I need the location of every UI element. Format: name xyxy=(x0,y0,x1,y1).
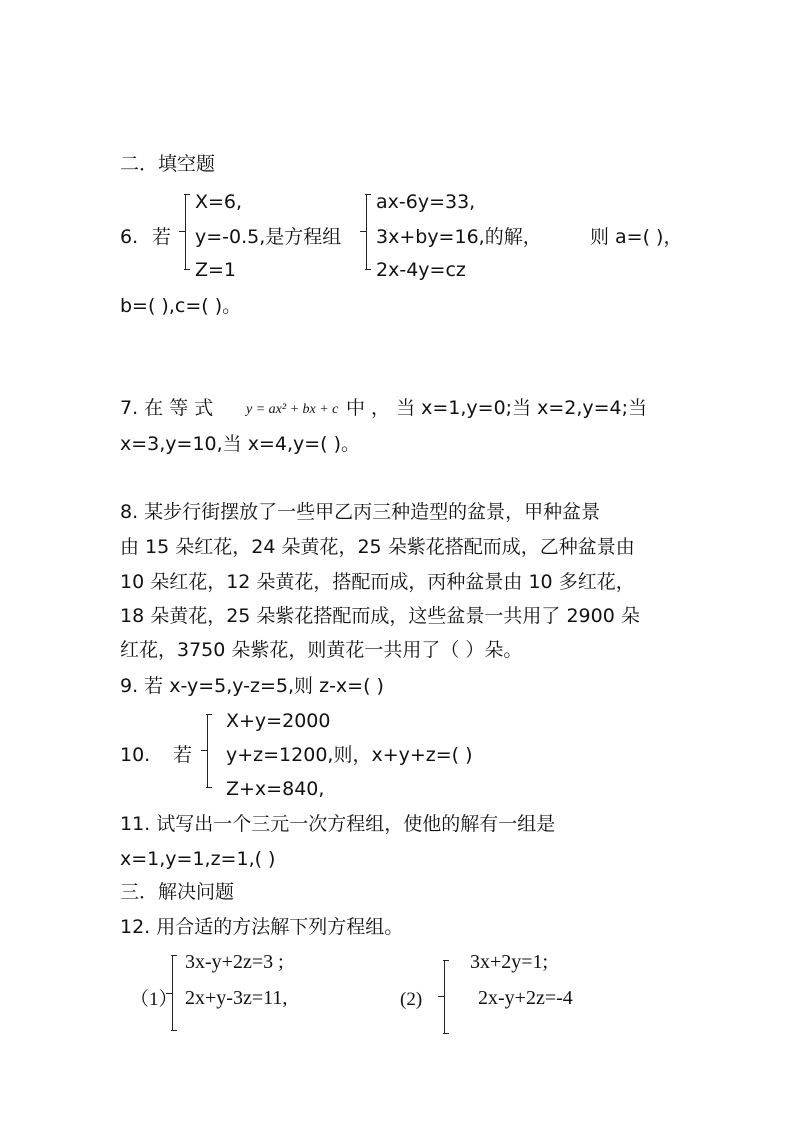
system-eq-2: y+z=1200,则，x+y+z=( ) xyxy=(226,744,473,766)
question-8-line: 8. 某步行街摆放了一些甲乙丙三种造型的盆景，甲种盆景 xyxy=(120,501,601,523)
system-eq-3: Z+x=840, xyxy=(226,778,325,800)
left-brace xyxy=(172,955,173,1031)
system-eq-3: 2x-4y=cz xyxy=(376,259,466,281)
system-1-label: （1） xyxy=(130,989,178,1010)
answer-b-c: b=( ),c=( )。 xyxy=(120,295,242,317)
system-2-label: (2) xyxy=(400,989,423,1010)
question-7-conditions: 中 ， 当 x=1,y=0;当 x=2,y=4;当 xyxy=(346,397,648,419)
question-8-line: 18 朵黄花，25 朵紫花搭配而成，这些盆景一共用了 2900 朵 xyxy=(120,605,640,627)
system-2-eq-2: 2x-y+2z=-4 xyxy=(478,987,573,1009)
system-1-eq-1: 3x-y+2z=3 ; xyxy=(185,951,284,973)
question-8-line: 由 15 朵红花，24 朵黄花，25 朵紫花搭配而成，乙种盆景由 xyxy=(120,536,635,558)
question-word: 若 xyxy=(173,744,193,766)
left-brace xyxy=(207,714,208,788)
system-eq-1: ax-6y=33, xyxy=(376,191,476,213)
question-7-lead: 7. 在 等 式 xyxy=(120,397,214,419)
question-8-line: 红花，3750 朵紫花，则黄花一共用了（ ）朵。 xyxy=(120,639,523,661)
system-eq-2: 3x+by=16,的解， xyxy=(376,226,542,248)
system-1-eq-2: 2x+y-3z=11, xyxy=(185,987,288,1009)
question-12: 12. 用合适的方法解下列方程组。 xyxy=(120,916,404,938)
system-2-eq-1: 3x+2y=1; xyxy=(470,951,549,973)
question-number: 6. xyxy=(120,226,139,248)
left-brace xyxy=(366,194,367,270)
solution-y: y=-0.5,是方程组 xyxy=(195,226,342,248)
solution-z: Z=1 xyxy=(195,259,237,281)
section-title-problems: 三．解决问题 xyxy=(120,881,235,903)
question-word: 若 xyxy=(152,226,172,248)
system-eq-1: X+y=2000 xyxy=(226,710,331,732)
solution-x: X=6, xyxy=(195,191,243,213)
answer-a: 则 a=( )， xyxy=(590,226,683,248)
left-brace xyxy=(444,960,445,1034)
question-11-line1: 11. 试写出一个三元一次方程组，使他的解有一组是 xyxy=(120,813,556,835)
left-brace xyxy=(185,194,186,270)
question-9: 9. 若 x-y=5,y-z=5,则 z-x=( ) xyxy=(120,675,384,697)
quadratic-formula: y = ax² + bx + c xyxy=(246,402,339,417)
question-7-line2: x=3,y=10,当 x=4,y=( )。 xyxy=(120,433,361,455)
section-title-fill-blank: 二．填空题 xyxy=(120,153,216,175)
question-number: 10. xyxy=(120,744,151,766)
question-8-line: 10 朵红花，12 朵黄花，搭配而成，丙种盆景由 10 多红花， xyxy=(120,571,635,593)
question-11-line2: x=1,y=1,z=1,( ) xyxy=(120,848,276,870)
